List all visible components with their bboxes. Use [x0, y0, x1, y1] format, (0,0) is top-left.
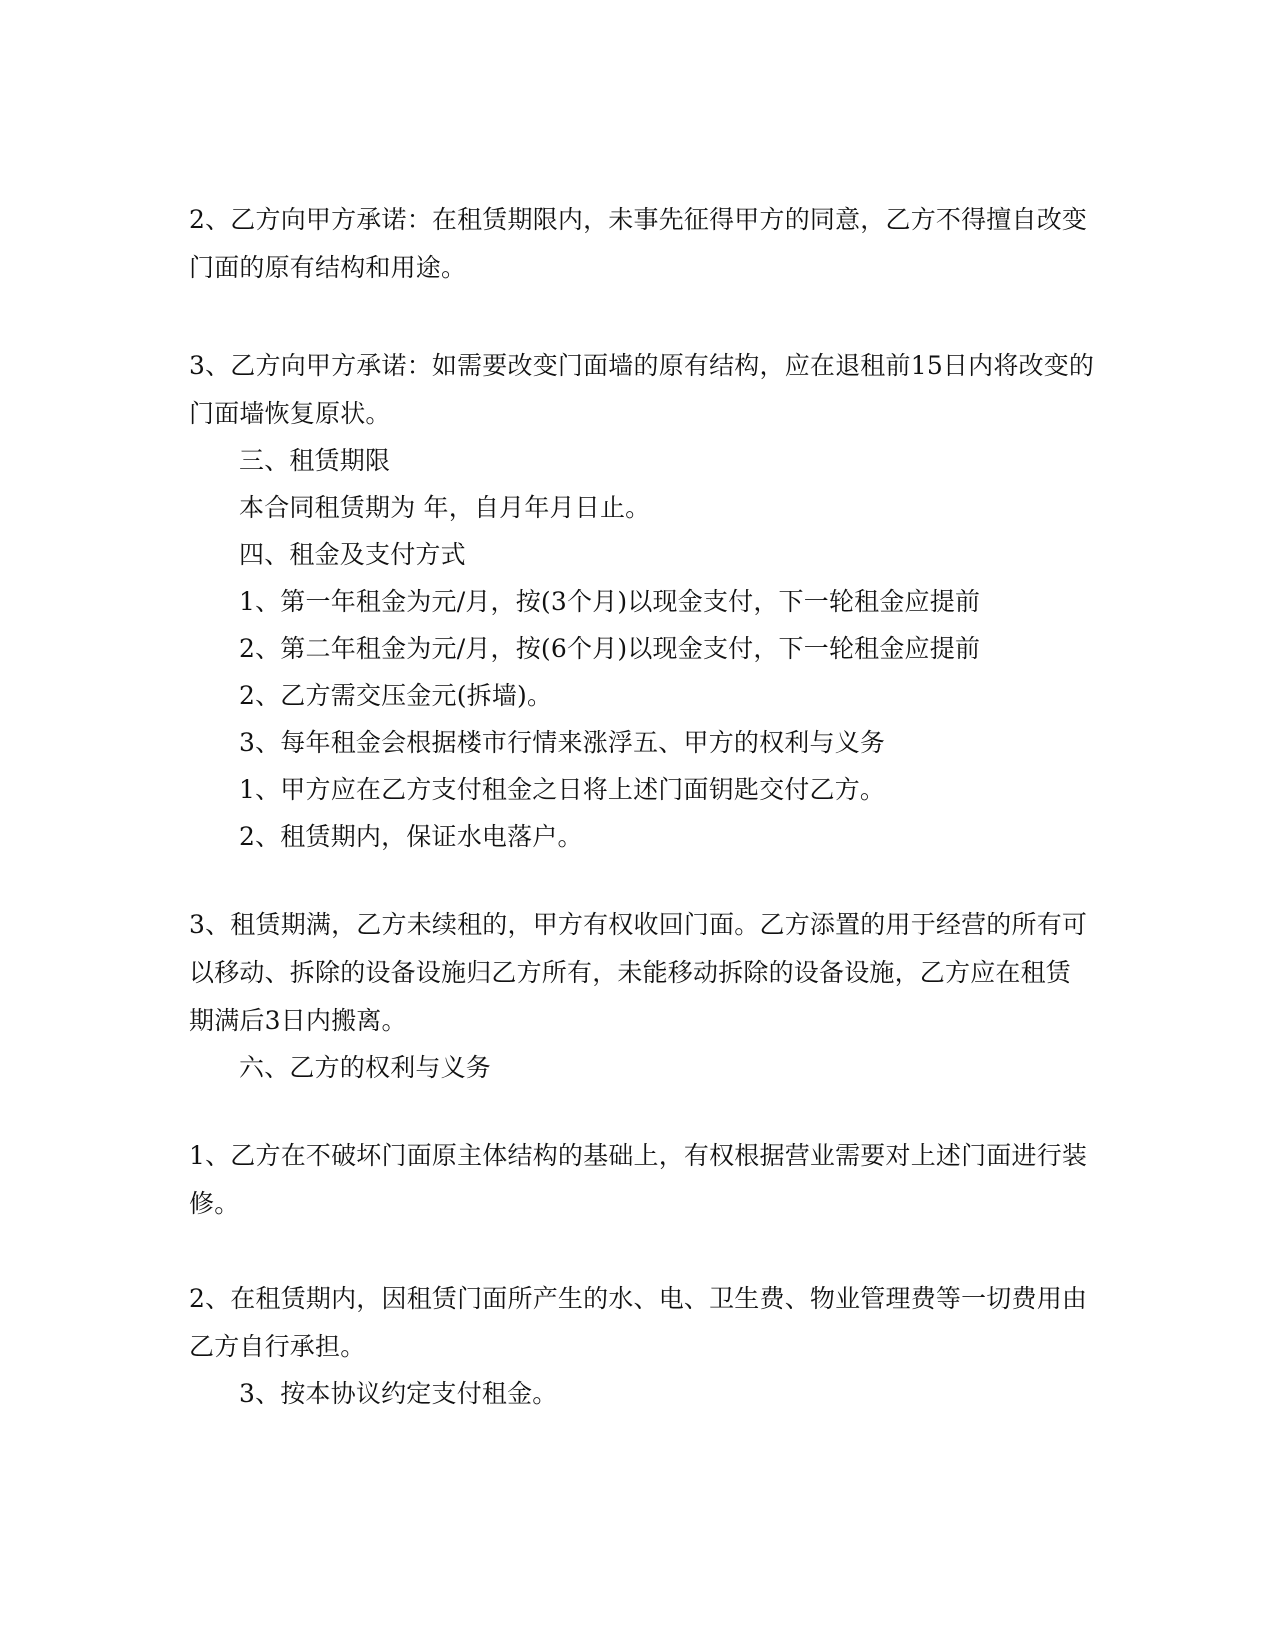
paragraph-line: 2、租赁期内，保证水电落户。 [239, 822, 583, 851]
paragraph-line: 2、乙方需交压金元(拆墙)。 [239, 681, 553, 710]
paragraph-line: 2、乙方向甲方承诺：在租赁期限内，未事先征得甲方的同意，乙方不得擅自改变 [189, 205, 1088, 234]
paragraph-line: 门面的原有结构和用途。 [189, 253, 467, 282]
section-heading: 三、租赁期限 [239, 446, 391, 475]
section-heading: 六、乙方的权利与义务 [239, 1053, 492, 1082]
paragraph-line: 1、乙方在不破坏门面原主体结构的基础上，有权根据营业需要对上述门面进行装 [189, 1141, 1088, 1170]
paragraph-line: 3、租赁期满，乙方未续租的，甲方有权收回门面。乙方添置的用于经营的所有可 [189, 910, 1088, 939]
paragraph-line: 门面墙恢复原状。 [189, 399, 391, 428]
paragraph-line: 1、第一年租金为元/月，按(3个月)以现金支付，下一轮租金应提前 [239, 587, 981, 616]
section-heading: 四、租金及支付方式 [239, 540, 466, 569]
paragraph-line: 3、乙方向甲方承诺：如需要改变门面墙的原有结构，应在退租前15日内将改变的 [189, 351, 1095, 380]
paragraph-line: 3、每年租金会根据楼市行情来涨浮五、甲方的权利与义务 [239, 728, 886, 757]
paragraph-line: 修。 [189, 1189, 240, 1218]
paragraph-line: 以移动、拆除的设备设施归乙方所有，未能移动拆除的设备设施，乙方应在租赁 [189, 958, 1072, 987]
paragraph-line: 2、在租赁期内，因租赁门面所产生的水、电、卫生费、物业管理费等一切费用由 [189, 1284, 1088, 1313]
paragraph-line: 本合同租赁期为 年，自月年月日止。 [239, 493, 651, 522]
paragraph-line: 1、甲方应在乙方支付租金之日将上述门面钥匙交付乙方。 [239, 775, 886, 804]
paragraph-line: 期满后3日内搬离。 [189, 1006, 407, 1035]
paragraph-line: 乙方自行承担。 [189, 1332, 366, 1361]
paragraph-line: 2、第二年租金为元/月，按(6个月)以现金支付，下一轮租金应提前 [239, 634, 981, 663]
paragraph-line: 3、按本协议约定支付租金。 [239, 1379, 558, 1408]
